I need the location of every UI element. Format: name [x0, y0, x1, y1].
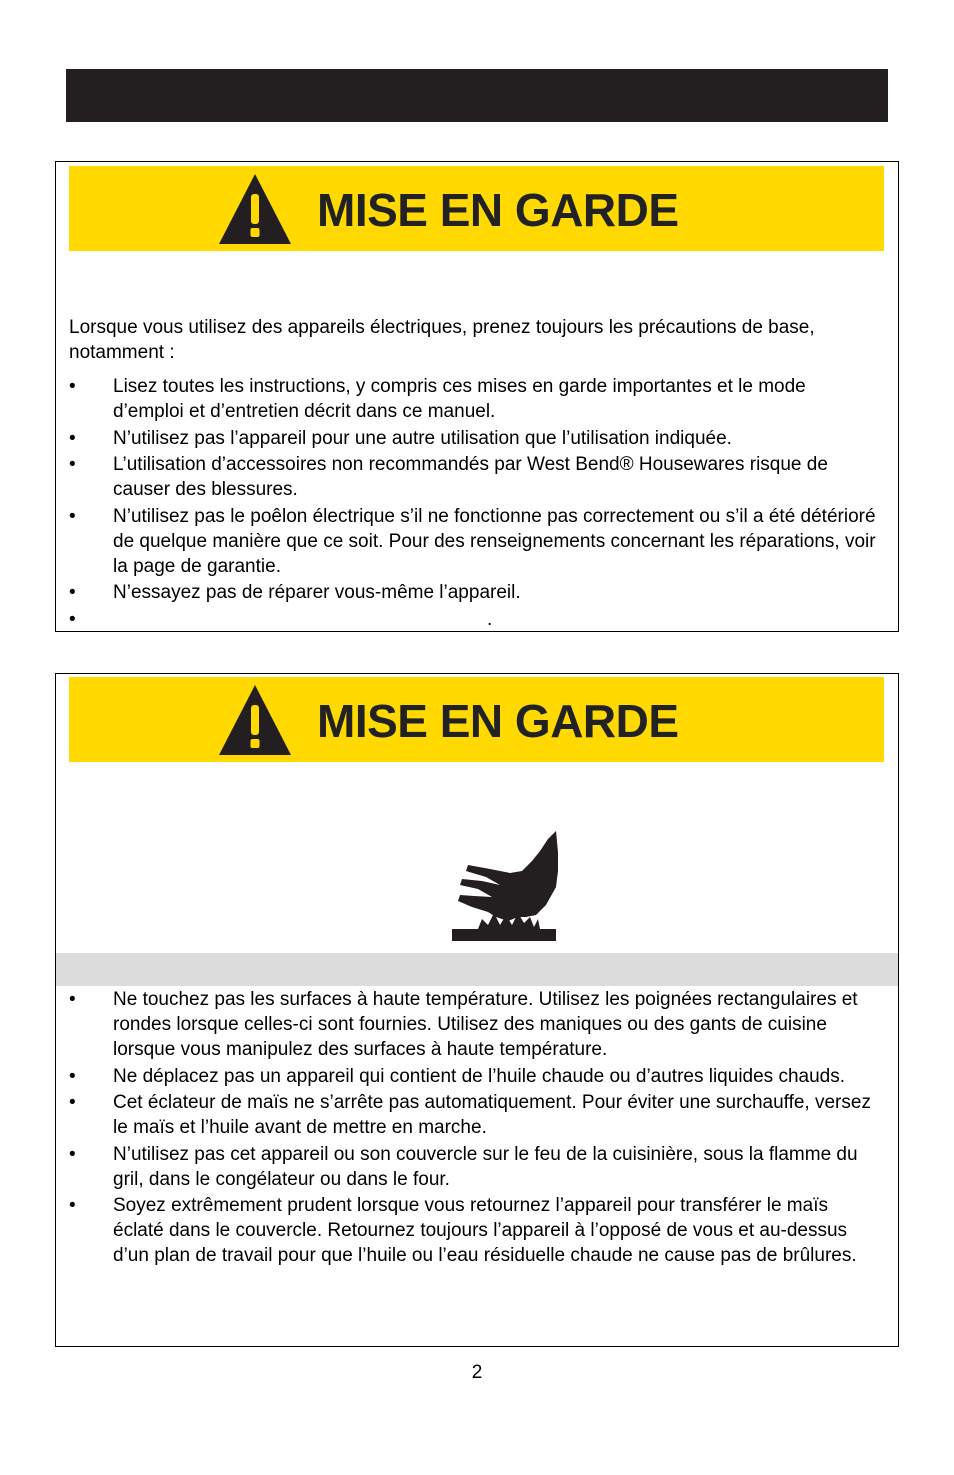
warning-box-hot-surfaces: [55, 673, 899, 1347]
bullet: •: [69, 454, 76, 475]
list-item: • N’utilisez pas cet appareil ou son couvercle sur le feu de la cuisinière, sous la flamme du gril, dans le congélateur ou dans le four.: [69, 1143, 858, 1190]
bullet: •: [69, 608, 76, 630]
list-item: • Cet éclateur de maïs ne s’arrête pas automatiquement. Pour éviter une surchauffe, versez le maïs et l’huile avant de mettre en marche.: [69, 1092, 871, 1138]
warning-banner-title: MISE EN GARDE: [317, 184, 679, 236]
warning-banner: [69, 166, 884, 251]
list-item: • N’utilisez pas le poêlon électrique s’il ne fonctionne pas correctement ou s’il a été détérioré de quelque manière que ce soit. Pour des renseignements concernant les réparations, voir la page de garantie.: [69, 505, 876, 577]
hot-surface-precautions-list: [69, 987, 881, 1270]
bullet: •: [69, 582, 76, 603]
bullet: •: [69, 1195, 76, 1216]
bullet: •: [69, 376, 76, 397]
list-item: • L’utilisation d’accessoires non recommandés par West Bend® Housewares risque de causer des blessures.: [69, 454, 828, 500]
list-item: • Ne déplacez pas un appareil qui contient de l’huile chaude ou d’autres liquides chauds.: [69, 1065, 846, 1087]
hot-surface-hand-icon: [452, 829, 558, 943]
warning-triangle-icon: [217, 683, 293, 757]
bullet: •: [69, 1143, 76, 1165]
header-bar: [66, 69, 888, 122]
bullet: •: [69, 1065, 76, 1087]
list-item: • N’essayez pas de réparer vous-même l’appareil.: [69, 582, 521, 603]
warning-banner: [69, 677, 884, 762]
list-item: • N’utilisez pas l’appareil pour une autre utilisation que l’utilisation indiquée.: [69, 427, 732, 449]
precautions-list: [69, 374, 881, 633]
grey-band: [56, 953, 898, 986]
warning-box-general: [55, 161, 899, 632]
bullet: •: [69, 505, 76, 527]
bullet: •: [69, 427, 76, 449]
bullet: •: [69, 989, 76, 1010]
bullet: •: [69, 1092, 76, 1113]
intro-paragraph: Lorsque vous utilisez des appareils électriques, prenez toujours les précautions de base, notamment :: [69, 317, 815, 363]
list-item: • Lisez toutes les instructions, y compris ces mises en garde importantes et le mode d’emploi et d’entretien décrit dans ce manuel.: [69, 376, 806, 422]
warning-banner-title: MISE EN GARDE: [317, 695, 679, 747]
page-number: 2: [471, 1362, 483, 1383]
list-item: • Ne touchez pas les surfaces à haute température. Utilisez les poignées rectangulaires et rondes lorsque celles-ci sont fournies. Utilisez des maniques ou des gants de cuisine lorsque vous manipulez des surfaces à haute température.: [69, 989, 858, 1060]
list-item: • .: [69, 608, 493, 630]
list-item: • Soyez extrêmement prudent lorsque vous retournez l’appareil pour transférer le maïs éclaté dans le couvercle. Retournez toujours l’appareil à l’opposé de vous et au-dessus d’un plan de travail pour que l’huile ou l’eau résiduelle chaude ne cause pas de brûlures.: [69, 1195, 857, 1266]
warning-triangle-icon: [217, 172, 293, 246]
